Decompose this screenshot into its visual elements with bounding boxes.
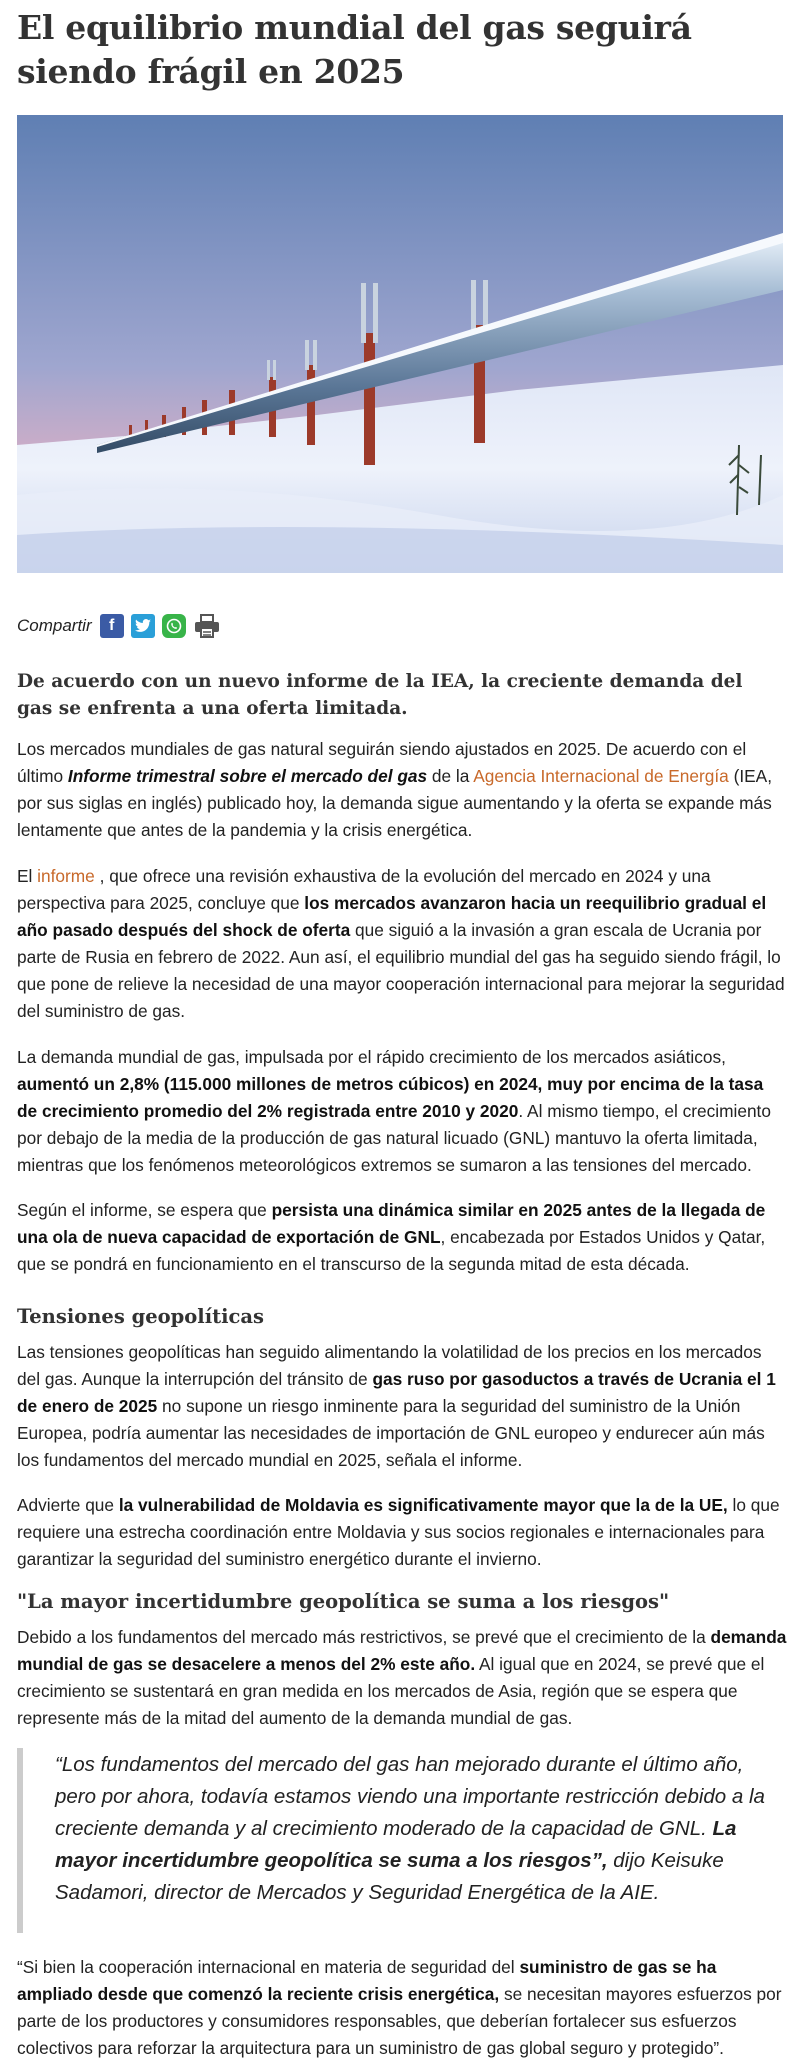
hero-image [17,115,783,573]
heading-incertidumbre: "La mayor incertidumbre geopolítica se suma a los riesgos" [17,1590,670,1613]
report-link[interactable]: informe [37,866,95,886]
twitter-icon[interactable] [131,614,155,638]
article-title: El equilibrio mundial del gas seguirá siendo frágil en 2025 [17,8,692,91]
blockquote [17,1748,785,1933]
paragraph-2: El informe , que ofrece una revisión exhaustiva de la evolución del mercado en 2024 y una perspectiva para 2025, concluye que los mercados avanzaron hacia un reequilibrio gradual el año pasado después del shock de oferta que siguió a la invasión a gran escala de Ucrania por parte de Rusia en febrero de 2022. Aun así, el equilibrio mundial del gas ha seguido siendo frágil, lo que pone de relieve la necesidad de una mayor cooperación internacional para mejorar la seguridad del suministro de gas. [17,866,785,1021]
paragraph-3: La demanda mundial de gas, impulsada por el rápido crecimiento de los mercados asiáticos, aumentó un 2,8% (115.000 millones de metros cúbicos) en 2024, muy por encima de la tasa de crecimiento promedio del 2% registrada entre 2010 y 2020. Al mismo tiempo, el crecimiento por debajo de la media de la producción de gas natural licuado (GNL) mantuvo la oferta limitada, mientras que los fenómenos meteorológicos extremos se sumaron a las tensiones del mercado. [17,1047,771,1175]
heading-tensiones: Tensiones geopolíticas [17,1305,265,1328]
paragraph-7: Debido a los fundamentos del mercado más restrictivos, se prevé que el crecimiento de la demanda mundial de gas se desacelere a menos del 2% este año. Al igual que en 2024, se prevé que el crecimiento se sustentará en gran medida en los mercados de Asia, región que se espera que represente más de la mitad del aumento de la demanda mundial de gas. [17,1627,787,1728]
whatsapp-icon[interactable] [162,614,186,638]
iea-link[interactable]: Agencia Internacional de Energía [473,766,729,786]
share-label: Compartir [17,616,92,635]
article-lead: De acuerdo con un nuevo informe de la IEA, la creciente demanda del gas se enfrenta a una oferta limitada. [17,671,743,719]
paragraph-4: Según el informe, se espera que persista una dinámica similar en 2025 antes de la llegada de una ola de nueva capacidad de exportación de GNL, encabezada por Estados Unidos y Qatar, que se pondrá en funcionamiento en el transcurso de la segunda mitad de esta década. [17,1200,766,1274]
facebook-icon[interactable]: f [100,614,124,638]
print-icon[interactable] [193,614,221,638]
paragraph-1: Los mercados mundiales de gas natural seguirán siendo ajustados en 2025. De acuerdo con el último Informe trimestral sobre el mercado del gas de la Agencia Internacional de Energía (IEA, por sus siglas en inglés) publicado hoy, la demanda sigue aumentando y la oferta se expande más lentamente que antes de la pandemia y la crisis energética. [17,739,773,840]
quote-text: “Los fundamentos del mercado del gas han mejorado durante el último año, pero por ahora, todavía estamos viendo una importante restricción debido a la creciente demanda y al crecimiento moderado de la capacidad de GNL. La mayor incertidumbre geopolítica se suma a los riesgos”, dijo Keisuke Sadamori, director de Mercados y Seguridad Energética de la AIE. [55,1753,765,1904]
share-bar [17,612,228,640]
paragraph-6: Advierte que la vulnerabilidad de Moldavia es significativamente mayor que la de la UE, lo que requiere una estrecha coordinación entre Moldavia y sus socios regionales e internacionales para garantizar la seguridad del suministro energético durante el invierno. [17,1495,780,1569]
paragraph-8: “Si bien la cooperación internacional en materia de seguridad del suministro de gas se ha ampliado desde que comenzó la reciente crisis energética, se necesitan mayores esfuerzos por parte de los productores y consumidores responsables, que deberían fortalecer sus esfuerzos colectivos para reforzar la arquitectura para un suministro de gas global seguro y protegido”. [17,1957,782,2058]
paragraph-5: Las tensiones geopolíticas han seguido alimentando la volatilidad de los precios en los mercados del gas. Aunque la interrupción del tránsito de gas ruso por gasoductos a través de Ucrania el 1 de enero de 2025 no supone un riesgo inminente para la seguridad del suministro de la Unión Europea, podría aumentar las necesidades de importación de GNL europeo y endurecer aún más los fundamentos del mercado mundial en 2025, señala el informe. [17,1342,776,1470]
